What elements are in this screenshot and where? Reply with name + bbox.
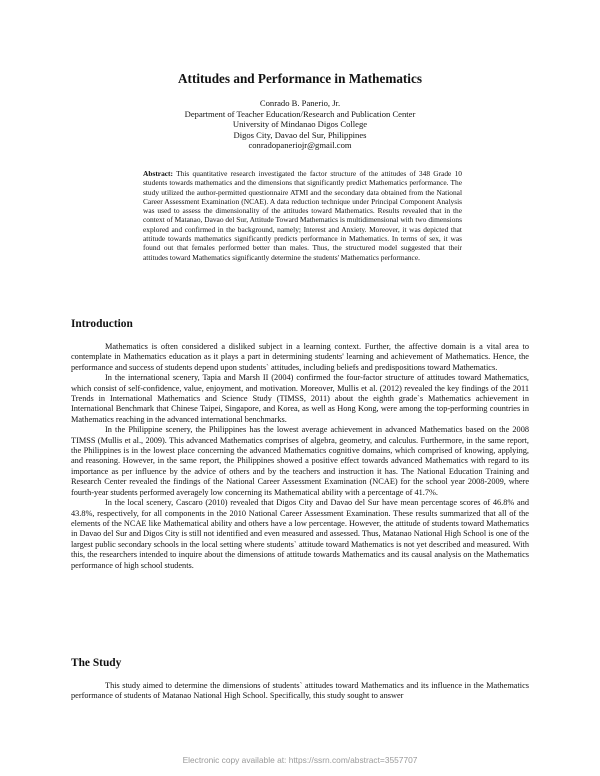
paragraph: In the international scenery, Tapia and Marsh II (2004) confirmed the four-factor structure of attitudes toward Mathematics, which consist of self-confidence, value, enjoyment, and motivation. Moreover, Mullis et al. (2012) revealed the key findings of the 2011 Trends in International Mathematics and Science Study (TIMSS, 2011) about the eighth grade`s Mathematics achievement in International Benchmark that Chinese Taipei, Singapore, and Korea, as well as Hong Kong, were among the top-performing countries in Mathematics reaching in the advanced international benchmarks.: [71, 373, 529, 424]
author-location: Digos City, Davao del Sur, Philippines: [233, 129, 367, 140]
author-affiliation-university: University of Mindanao Digos College: [232, 119, 368, 130]
abstract-text: This quantitative research investigated the factor structure of the attitudes of 348 Grade 10 students towards mathematics and the dimensions that significantly predict Mathematics performance. The study utilized the author-permitted questionnaire ATMI and the secondary data obtained from the National Career Assessment Examination (NCAE). A data reduction technique under Principal Component Analysis was used to assess the dimensionality of the attitudes toward Mathematics. Results revealed that in the context of Matanao, Davao del Sur, Attitude Toward Mathematics is multidimensional with two dimensions explored and confirmed in the background, namely; Interest and Anxiety. Moreover, it was depicted that attitude towards mathematics significantly predicts performance in Mathematics. In terms of sex, it was found out that females performed better than males. Thus, the structured model suggested that their attitudes toward Mathematics significantly determine the students' Mathematics performance.: [143, 169, 462, 262]
section-heading-the-study: The Study: [71, 657, 122, 669]
paragraph: In the local scenery, Cascaro (2010) revealed that Digos City and Davao del Sur have mean percentage scores of 46.8% and 43.8%, respectively, for all components in the 2010 National Career Assessment Examination. These results summarized that all of the elements of the NCAE like Mathematical ability and others have a low percentage. However, the attitude of students toward Mathematics in Davao del Sur and Digos City is still not identified and even measured and assessed. Thus, Matanao National High School is one of the largest public secondary schools in the local setting where students` attitude toward Mathematics is not yet described and measured. With this, the researchers intended to inquire about the dimensions of attitude towards Mathematics and its causal analysis on the Mathematics performance of high school students.: [71, 498, 529, 570]
ssrn-footer: Electronic copy available at: https://ssrn.com/abstract=3557707: [182, 755, 418, 765]
introduction-body: [71, 342, 529, 571]
author-block: [0, 98, 600, 151]
paper-title: Attitudes and Performance in Mathematics: [178, 71, 422, 86]
author-affiliation-department: Department of Teacher Education/Research and Publication Center: [184, 108, 416, 119]
paragraph: This study aimed to determine the dimensions of students` attitudes toward Mathematics and its influence in the Mathematics performance of students of Matanao National High School. Specifically, this study sought to answer: [71, 681, 529, 701]
author-name: Conrado B. Panerio, Jr.: [259, 98, 341, 108]
paragraph: In the Philippine scenery, the Philippines has the lowest average achievement in advanced Mathematics based on the 2008 TIMSS (Mullis et al., 2009). This advanced Mathematics comprises of algebra, geometry, and calculus. Furthermore, in the same report, the Philippines is in the lowest place concerning the advanced Mathematics cognitive domains, which comprised of knowing, applying, and reasoning. However, in the same report, the Philippines showed a positive effect towards advanced Mathematics with regard to its importance as per influence by the advice of others and by the teachers and instruction it has. The National Education Training and Research Center revealed the findings of the National Career Assessment Examination (NCAE) for the school year 2008-2009, where fourth-year students performed averagely low concerning its Mathematical ability with a percentage of 41.7%.: [71, 425, 529, 497]
paragraph: Mathematics is often considered a disliked subject in a learning context. Further, the affective domain is a vital area to contemplate in Mathematics education as it plays a part in determining students' learning and achievement of Mathematics. Hence, the performance and success of students depend upon students` attitudes, including beliefs and predispositions toward Mathematics.: [71, 342, 529, 372]
abstract: [143, 169, 462, 262]
section-heading-introduction: Introduction: [71, 318, 133, 330]
study-body: [71, 681, 529, 702]
author-email: conradopaneriojr@gmail.com: [248, 140, 352, 151]
abstract-label: Abstract:: [143, 169, 173, 178]
